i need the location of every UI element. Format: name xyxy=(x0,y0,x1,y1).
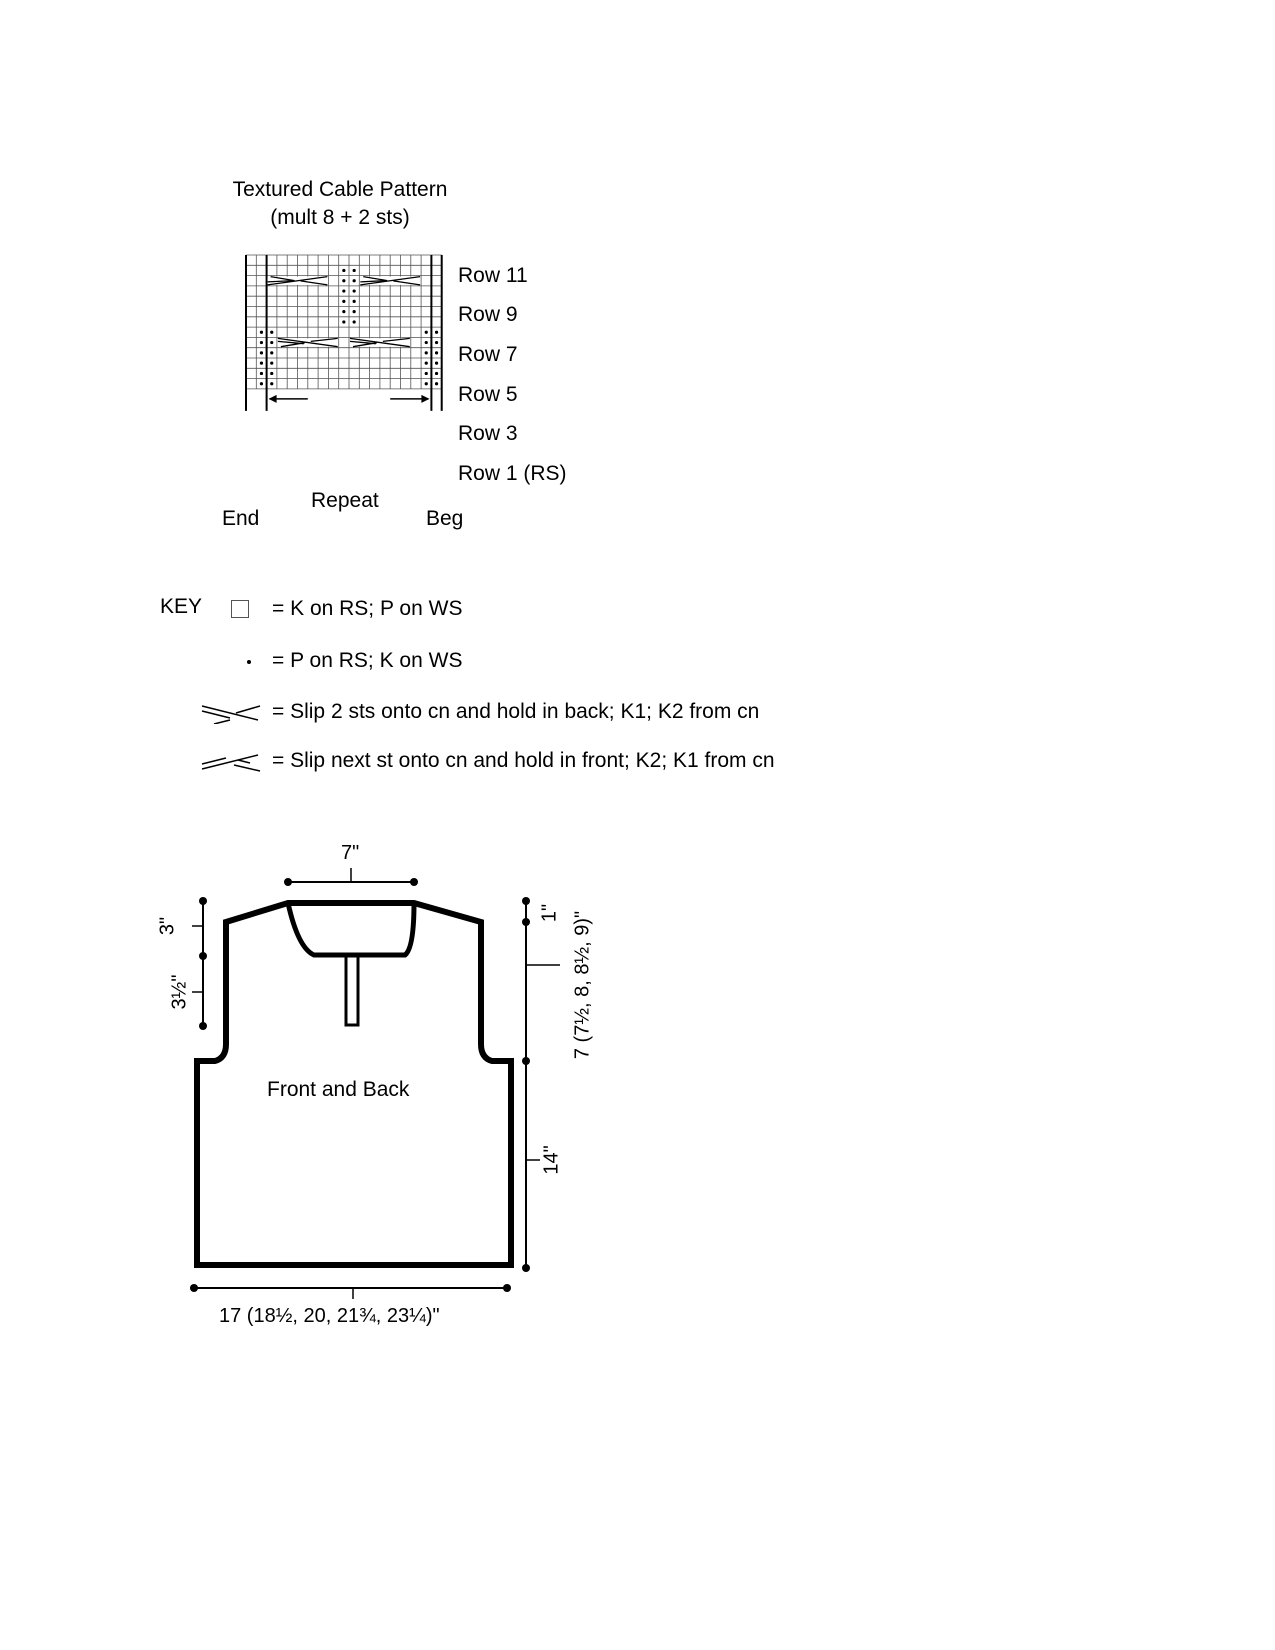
dim-armhole-upper: 3½" xyxy=(168,974,191,1010)
dim-shoulder-height: 3" xyxy=(156,916,179,936)
dim-neck-depth: 1" xyxy=(538,903,561,923)
schematic-label: Front and Back xyxy=(267,1078,410,1101)
row-label-1: Row 1 (RS) xyxy=(458,462,567,485)
row-label-7: Row 7 xyxy=(458,343,518,366)
dim-neck-width: 7" xyxy=(341,842,360,864)
row-label-5: Row 5 xyxy=(458,383,518,406)
dim-armhole-depth: 7 (7½, 8, 8½, 9)" xyxy=(571,910,594,1060)
neckline xyxy=(288,903,414,955)
end-label: End xyxy=(222,507,260,530)
row-label-3: Row 3 xyxy=(458,422,518,445)
key-text-cable-front: = Slip next st onto cn and hold in front; K2; K1 from cn xyxy=(272,749,775,772)
dim-bottom-width: 17 (18½, 20, 21¾, 23¼)" xyxy=(219,1305,440,1327)
row-label-9: Row 9 xyxy=(458,303,518,326)
key-label: KEY xyxy=(160,595,203,618)
key-text-purl: = P on RS; K on WS xyxy=(272,649,463,672)
row-label-11: Row 11 xyxy=(458,264,528,287)
repeat-label: Repeat xyxy=(311,489,379,512)
key-text-cable-back: = Slip 2 sts onto cn and hold in back; K1; K2 from cn xyxy=(272,700,760,723)
chart-title: Textured Cable Pattern xyxy=(232,178,448,201)
placket-slit xyxy=(346,955,358,1025)
beg-label: Beg xyxy=(426,507,464,530)
key-text-knit: = K on RS; P on WS xyxy=(272,597,463,620)
dim-body-length: 14" xyxy=(540,1145,563,1175)
chart-subtitle: (mult 8 + 2 sts) xyxy=(270,206,410,229)
